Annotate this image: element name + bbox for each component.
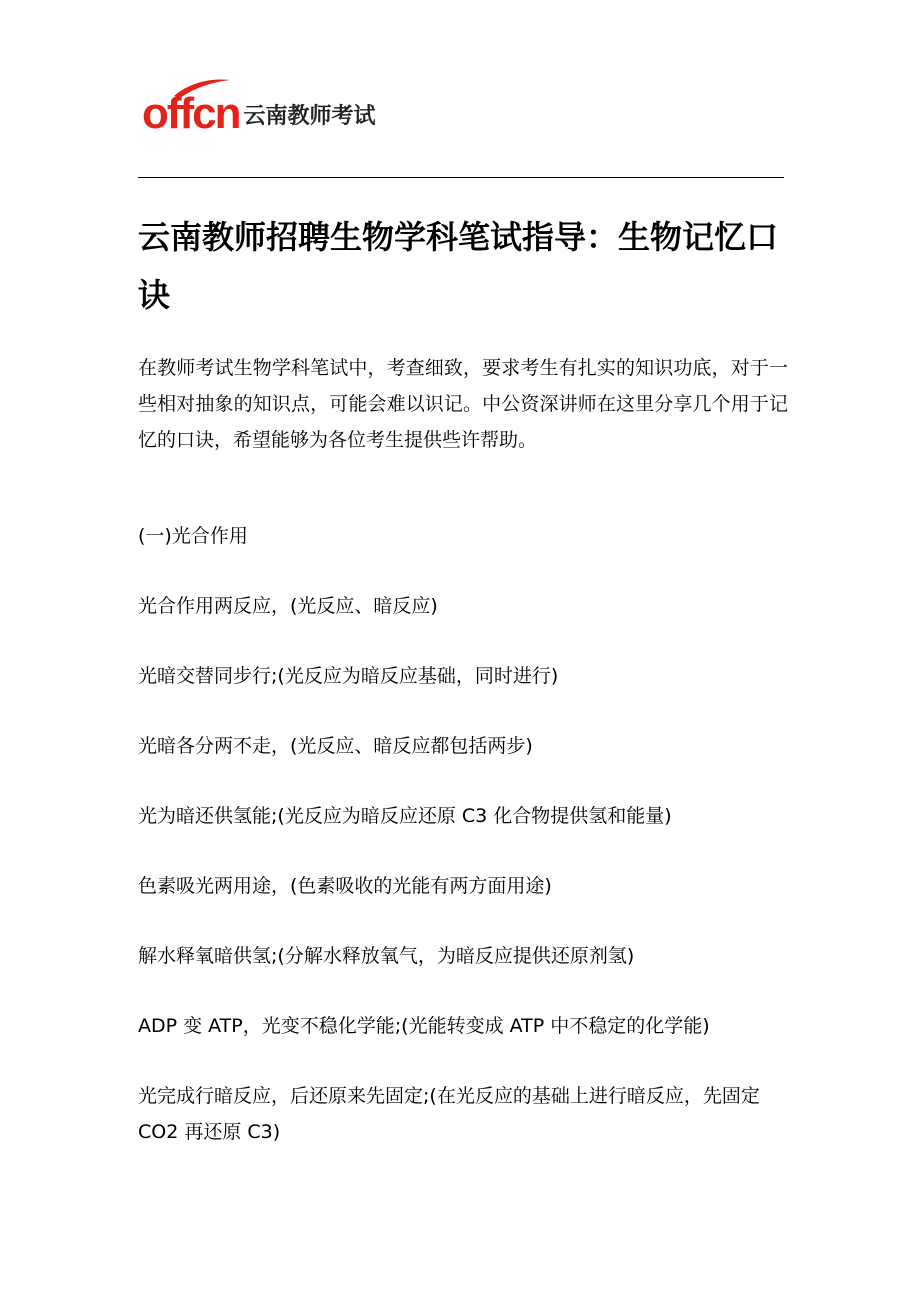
article-title: 云南教师招聘生物学科笔试指导：生物记忆口诀: [138, 218, 779, 314]
mnemonic-line: ADP 变 ATP，光变不稳化学能;(光能转变成 ATP 中不稳定的化学能): [138, 1015, 710, 1037]
mnemonic-line: 光完成行暗反应，后还原来先固定;(在光反应的基础上进行暗反应，先固定 CO2 再还原 C3): [138, 1085, 760, 1143]
logo-mark: [142, 89, 240, 138]
mnemonic-line: 光暗交替同步行;(光反应为暗反应基础，同时进行): [138, 665, 559, 687]
offcn-logo: [142, 80, 376, 136]
mnemonic-line: 光合作用两反应，(光反应、暗反应): [138, 595, 438, 617]
mnemonic-line: 光为暗还供氢能;(光反应为暗反应还原 C3 化合物提供氢和能量): [138, 805, 672, 827]
header-divider: [138, 177, 784, 178]
logo-subtitle: 云南教师考试: [243, 104, 376, 129]
mnemonic-line: 解水释氧暗供氢;(分解水释放氧气，为暗反应提供还原剂氢): [138, 945, 635, 967]
logo-swoosh-icon: [172, 78, 232, 100]
logo-text: offcn: [142, 89, 240, 138]
section-heading: (一)光合作用: [138, 525, 248, 547]
mnemonic-line: 光暗各分两不走，(光反应、暗反应都包括两步): [138, 735, 533, 757]
article-intro: 在教师考试生物学科笔试中，考查细致，要求考生有扎实的知识功底，对于一些相对抽象的知识点，可能会难以识记。中公资深讲师在这里分享几个用于记忆的口诀，希望能够为各位考生提供些许帮助。: [138, 357, 788, 451]
mnemonic-line: 色素吸光两用途，(色素吸收的光能有两方面用途): [138, 875, 552, 897]
